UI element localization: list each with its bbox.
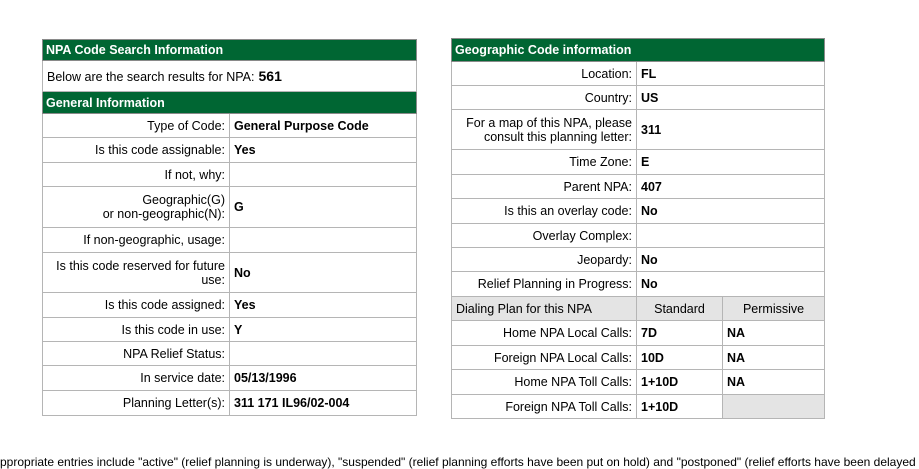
relief-status-footnote: ppropriate entries include "active" (relief planning is underway), "suspended" (relief planning efforts have been put on hold) and "postponed" (relief efforts have been delayed — [0, 455, 916, 469]
row-label: Home NPA Local Calls: — [452, 321, 637, 346]
row-label — [43, 187, 230, 228]
table-row — [452, 321, 825, 346]
row-value: Yes — [230, 138, 417, 163]
table-row — [452, 62, 825, 86]
row-label-line: Is this code reserved for future — [56, 258, 225, 273]
permissive-column-header: Permissive — [723, 297, 825, 321]
row-label-line: or non-geographic(N): — [102, 207, 225, 221]
row-value: No — [637, 199, 825, 224]
geographic-info-header: Geographic Code information — [452, 39, 825, 62]
row-value: E — [637, 150, 825, 175]
permissive-value — [723, 395, 825, 419]
row-value — [637, 224, 825, 248]
table-row — [452, 110, 825, 150]
row-value: 311 171 IL96/02-004 — [230, 391, 417, 416]
row-label: Time Zone: — [452, 150, 637, 175]
npa-search-header: NPA Code Search Information — [43, 40, 417, 61]
row-label: Jeopardy: — [452, 248, 637, 272]
row-value: G — [230, 187, 417, 228]
row-label — [43, 253, 230, 293]
row-value: General Purpose Code — [230, 114, 417, 138]
row-label: Parent NPA: — [452, 175, 637, 199]
row-value: Y — [230, 318, 417, 342]
table-row — [452, 199, 825, 224]
search-results-row — [43, 61, 417, 92]
table-row — [43, 318, 417, 342]
table-row — [43, 293, 417, 318]
row-value: Yes — [230, 293, 417, 318]
table-row — [43, 187, 417, 228]
row-label-line: use: — [201, 272, 225, 287]
table-row — [43, 391, 417, 416]
npa-code-search-table — [42, 39, 417, 416]
table-row — [452, 86, 825, 110]
row-label-line: Geographic(G) — [142, 193, 225, 207]
row-label: Type of Code: — [43, 114, 230, 138]
row-label: Is this code in use: — [43, 318, 230, 342]
standard-column-header: Standard — [637, 297, 723, 321]
permissive-value: NA — [723, 321, 825, 346]
table-row — [43, 163, 417, 187]
row-value: No — [637, 248, 825, 272]
row-label: Relief Planning in Progress: — [452, 272, 637, 297]
row-value: No — [230, 253, 417, 293]
planning-letter-link[interactable]: 311 — [637, 110, 825, 150]
row-value — [230, 163, 417, 187]
table-row — [452, 395, 825, 419]
dialing-plan-header-row — [452, 297, 825, 321]
row-label-line: For a map of this NPA, please — [466, 115, 632, 130]
table-row — [43, 114, 417, 138]
row-value: FL — [637, 62, 825, 86]
row-value: 05/13/1996 — [230, 366, 417, 391]
row-value: No — [637, 272, 825, 297]
table-row — [43, 253, 417, 293]
standard-value: 7D — [637, 321, 723, 346]
geographic-code-table — [451, 38, 825, 419]
table-row — [452, 370, 825, 395]
permissive-value: NA — [723, 370, 825, 395]
dialing-plan-title: Dialing Plan for this NPA — [452, 297, 637, 321]
row-label: Planning Letter(s): — [43, 391, 230, 416]
table-row — [452, 150, 825, 175]
table-row — [43, 342, 417, 366]
row-value — [230, 228, 417, 253]
permissive-value: NA — [723, 346, 825, 370]
row-label: Is this code assignable: — [43, 138, 230, 163]
row-label — [452, 110, 637, 150]
table-row — [43, 228, 417, 253]
npa-number: 561 — [258, 68, 282, 84]
row-label: Country: — [452, 86, 637, 110]
row-label-line: consult this planning letter: — [483, 129, 632, 144]
row-label: NPA Relief Status: — [43, 342, 230, 366]
row-value: US — [637, 86, 825, 110]
row-label: If non-geographic, usage: — [43, 228, 230, 253]
table-row — [452, 248, 825, 272]
row-label: Foreign NPA Toll Calls: — [452, 395, 637, 419]
standard-value: 1+10D — [637, 370, 723, 395]
row-label: Is this code assigned: — [43, 293, 230, 318]
row-label: Location: — [452, 62, 637, 86]
row-label: Overlay Complex: — [452, 224, 637, 248]
row-label: If not, why: — [43, 163, 230, 187]
table-row — [43, 138, 417, 163]
search-results-label: Below are the search results for NPA: — [47, 70, 255, 84]
row-label: Is this an overlay code: — [452, 199, 637, 224]
table-row — [43, 366, 417, 391]
general-info-header: General Information — [43, 92, 417, 114]
standard-value: 1+10D — [637, 395, 723, 419]
row-label: Foreign NPA Local Calls: — [452, 346, 637, 370]
table-row — [452, 346, 825, 370]
row-value: 407 — [637, 175, 825, 199]
table-row — [452, 224, 825, 248]
table-row — [452, 175, 825, 199]
standard-value: 10D — [637, 346, 723, 370]
row-label: In service date: — [43, 366, 230, 391]
row-label: Home NPA Toll Calls: — [452, 370, 637, 395]
row-value — [230, 342, 417, 366]
table-row — [452, 272, 825, 297]
